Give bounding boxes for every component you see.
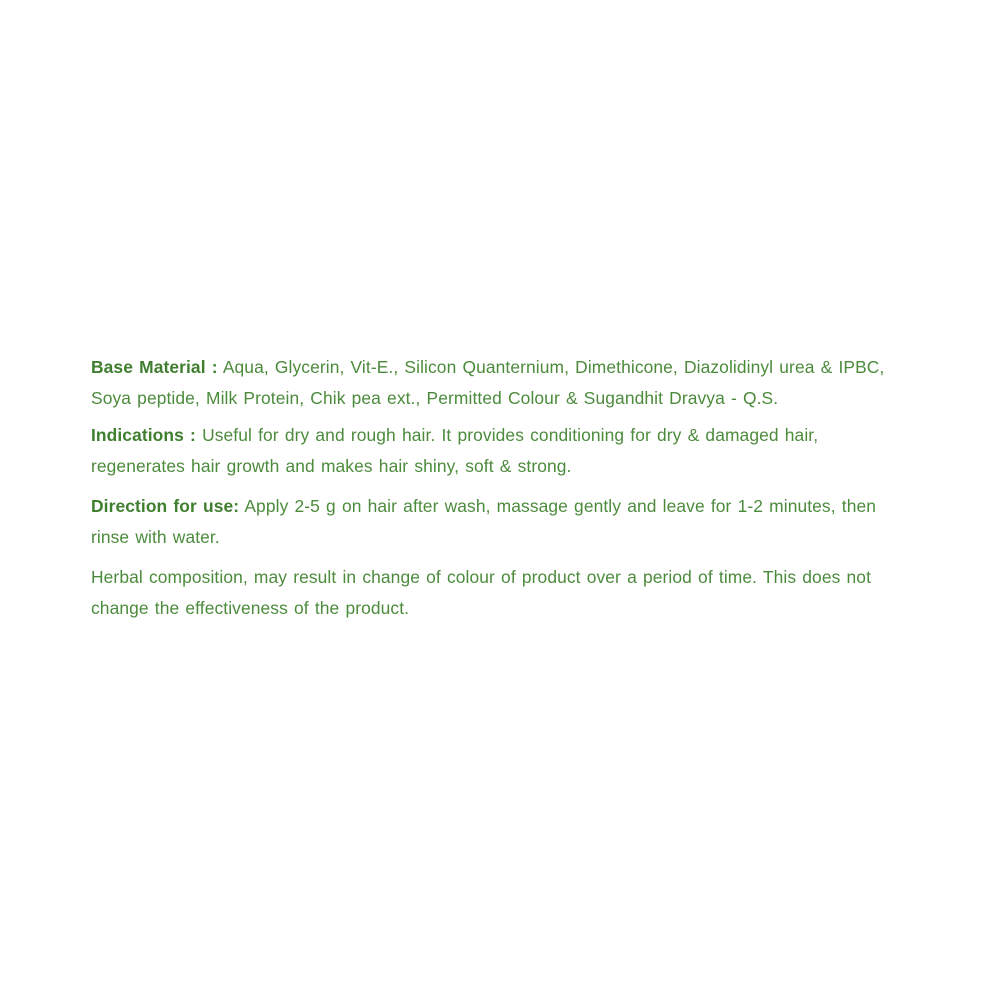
- indications-heading: Indications :: [91, 425, 196, 445]
- ingredient-text-block: [91, 352, 916, 624]
- direction-for-use-paragraph: [91, 491, 916, 553]
- direction-for-use-body: Apply 2-5 g on hair after wash, massage gently and leave for 1-2 minutes, then rinse with water.: [91, 496, 877, 547]
- direction-for-use-heading: Direction for use:: [91, 496, 240, 516]
- base-material-body: Aqua, Glycerin, Vit-E., Silicon Quanternium, Dimethicone, Diazolidinyl urea & IPBC, Soya peptide, Milk Protein, Chik pea ext., Permitted Colour & Sugandhit Dravya - Q.S.: [91, 357, 885, 408]
- base-material-paragraph: [91, 352, 916, 414]
- herbal-composition-note-paragraph: [91, 562, 916, 624]
- herbal-composition-note-body: Herbal composition, may result in change of colour of product over a period of time. This does not change the effectiveness of the product.: [91, 567, 872, 618]
- indications-paragraph: [91, 420, 916, 482]
- indications-body: Useful for dry and rough hair. It provides conditioning for dry & damaged hair, regenerates hair growth and makes hair shiny, soft & strong.: [91, 425, 819, 476]
- base-material-heading: Base Material :: [91, 357, 218, 377]
